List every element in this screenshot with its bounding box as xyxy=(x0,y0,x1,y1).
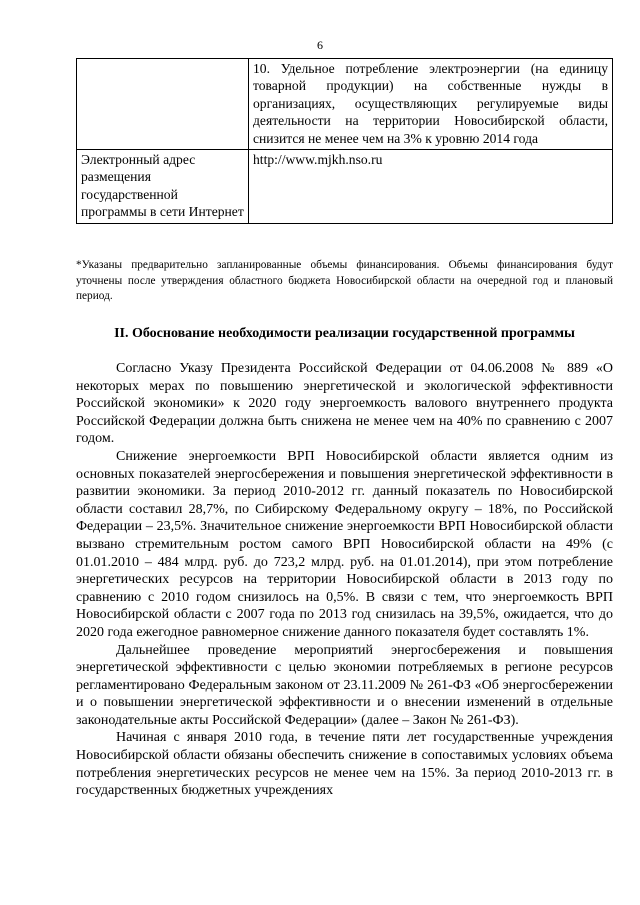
table-row xyxy=(77,59,613,150)
paragraph: Дальнейшее проведение мероприятий энергосбережения и повышения энергетической эффективности с целью экономии потребляемых в регионе ресурсов регламентировано Федеральным законом от 23.11.2009 № 261-ФЗ «Об энергосбережении и о повышении энергетической эффективности и о внесении изменений в отдельные законодательные акты Российской Федерации» (далее – Закон № 261-ФЗ). xyxy=(76,642,613,728)
footnote: *Указаны предварительно запланированные объемы финансирования. Объемы финансирования будут уточнены после утверждения областного бюджета Новосибирской области на очередной год и плановый период. xyxy=(76,259,613,302)
table-row xyxy=(77,150,613,224)
table-cell-label: Электронный адрес размещения государственной программы в сети Интернет xyxy=(77,150,249,224)
paragraph: Снижение энергоемкости ВРП Новосибирской области является одним из основных показателей энергосбережения и повышения энергетической эффективности в развитии экономики. За период 2010-2012 гг. данный показатель по Новосибирской области составил 28,7%, по Сибирскому Федеральному округу – 18%, по Российской Федерации – 23,5%. Значительное снижение энергоемкости ВРП Новосибирской области вызвано стремительным ростом самого ВРП Новосибирской области на 49% (с 01.01.2010 – 484 млрд. руб. до 723,2 млрд. руб. на 01.01.2014), при этом потребление энергетических ресурсов на территории Новосибирской области в 2013 году по сравнению с 2010 годом снизилось на 0,5%. В связи с тем, что энергоемкость ВРП Новосибирской области с 2007 года по 2013 год снизилась на 39,5%, ожидается, что до 2020 года ежегодное равномерное снижение данного показателя будет составлять 1%. xyxy=(76,448,613,640)
program-passport-table xyxy=(76,58,613,224)
paragraph: Начиная с января 2010 года, в течение пяти лет государственные учреждения Новосибирской области обязаны обеспечить снижение в сопоставимых условиях объема потребления энергетических ресурсов не менее чем на 15%. За период 2010-2013 гг. в государственных бюджетных учреждениях xyxy=(76,730,613,799)
paragraph: Согласно Указу Президента Российской Федерации от 04.06.2008 № 889 «О некоторых мерах по повышению энергетической и экологической эффективности Российской экономики» к 2020 году энергоемкость валового внутреннего продукта Российской Федерации должна быть снижена не менее чем на 40% по сравнению с 2007 годом. xyxy=(76,361,613,447)
table-cell-value: 10. Удельное потребление электроэнергии (на единицу товарной продукции) на собственные нужды в организациях, осуществляющих регулируемые виды деятельности на территории Новосибирской области, снизится не менее чем на 3% к уровню 2014 года xyxy=(249,59,613,150)
page-number: 6 xyxy=(317,38,323,52)
table-cell-label xyxy=(77,59,249,150)
website-link[interactable]: http://www.mjkh.nso.ru xyxy=(249,150,613,224)
section-heading: II. Обоснование необходимости реализации государственной программы xyxy=(114,326,575,341)
body-text xyxy=(76,360,613,800)
